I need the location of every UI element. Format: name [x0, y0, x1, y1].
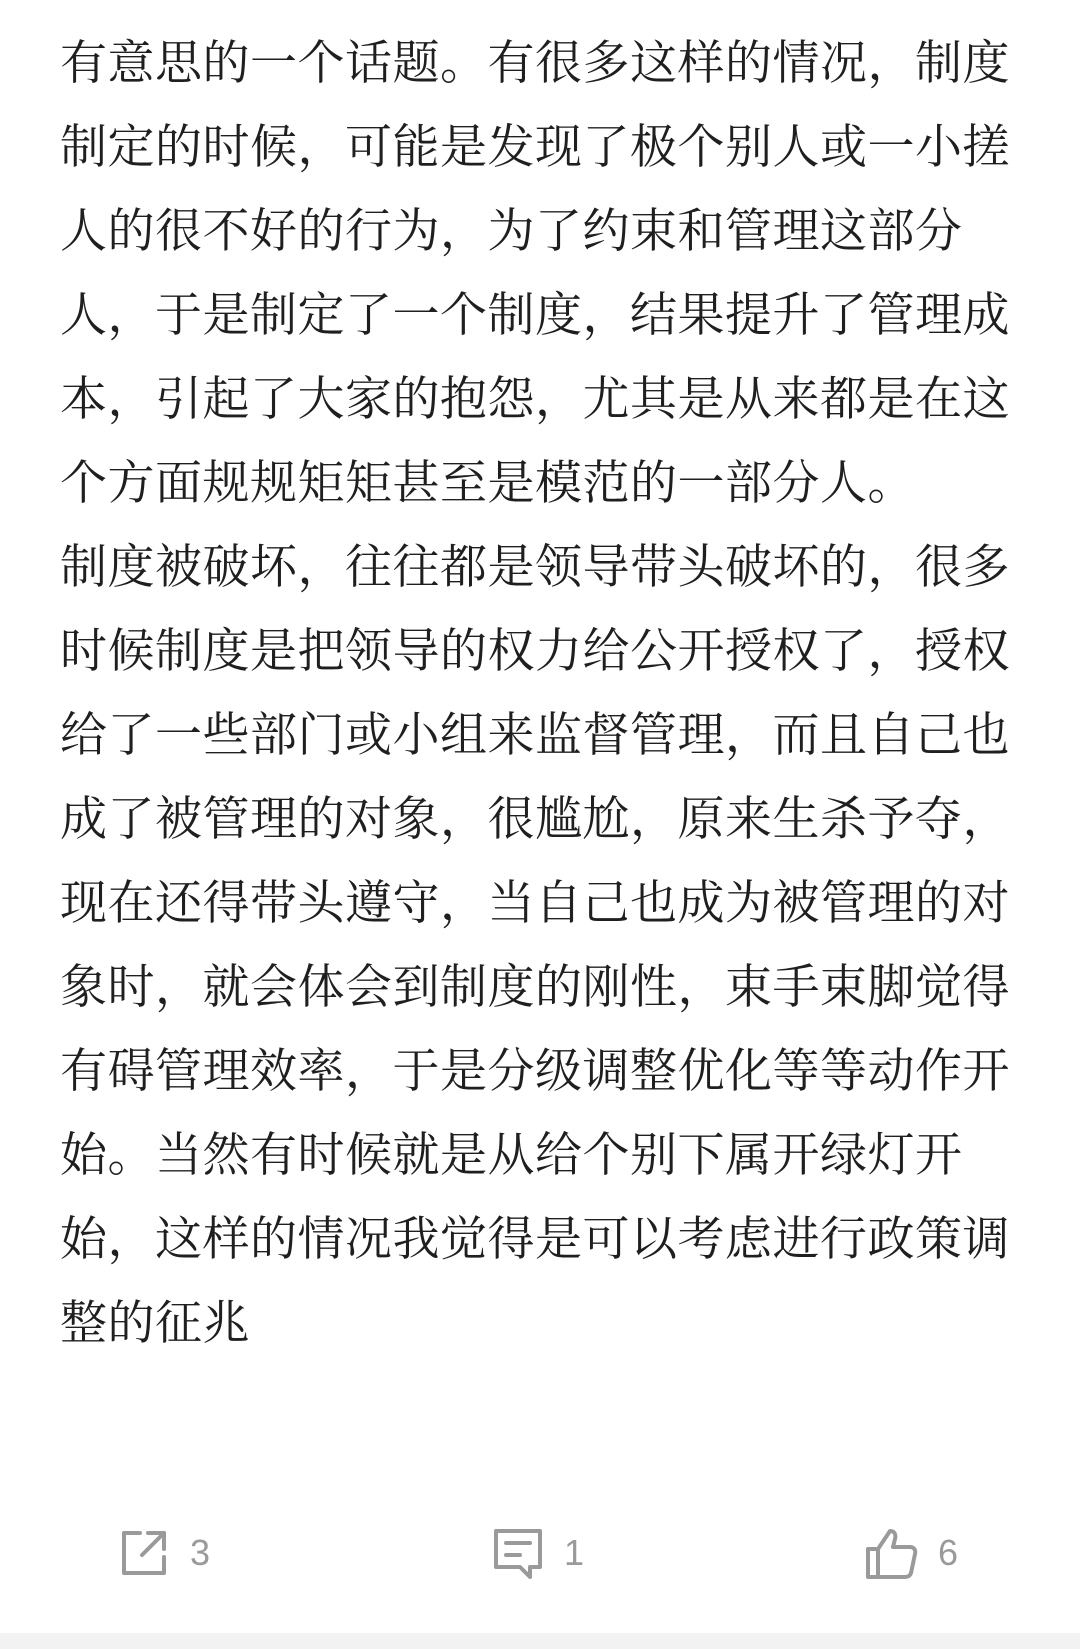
post-paragraph-2: 制度被破坏，往往都是领导带头破坏的，很多时候制度是把领导的权力给公开授权了，授权给了一些部门或小组来监督管理，而且自己也成了被管理的对象，很尴尬，原来生杀予夺，现在还得带头遵守，当自己也成为被管理的对象时，就会体会到制度的刚性，束手束脚觉得有碍管理效率，于是分级调整优化等等动作开始。当然有时候就是从给个别下属开绿灯开始，这样的情况我觉得是可以考虑进行政策调整的征兆 — [60, 540, 1010, 1351]
like-button[interactable] — [864, 1505, 958, 1601]
share-icon — [116, 1525, 172, 1581]
action-bar — [0, 1505, 1080, 1601]
like-count: 6 — [938, 1532, 959, 1573]
post-paragraph-1: 有意思的一个话题。有很多这样的情况，制度制定的时候，可能是发现了极个别人或一小搓人的很不好的行为，为了约束和管理这部分人，于是制定了一个制度，结果提升了管理成本，引起了大家的抱怨，尤其是从来都是在这个方面规规矩矩甚至是模范的一部分人。 — [60, 36, 1010, 511]
comment-icon — [490, 1525, 546, 1581]
share-button[interactable] — [116, 1505, 210, 1601]
thumbs-up-icon — [864, 1525, 920, 1581]
comment-count: 1 — [564, 1532, 585, 1573]
comment-button[interactable] — [490, 1505, 584, 1601]
post-body — [60, 22, 1020, 1366]
share-count: 3 — [190, 1532, 211, 1573]
bottom-divider — [0, 1633, 1080, 1649]
